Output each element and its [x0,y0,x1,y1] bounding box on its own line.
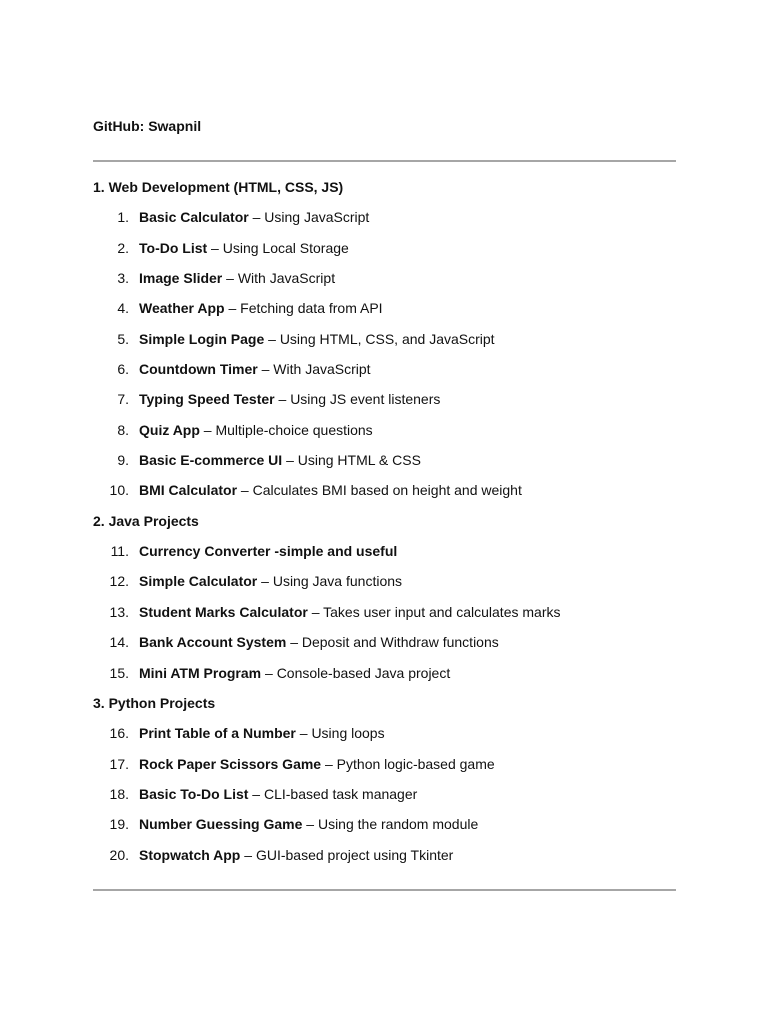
item-desc: – Using the random module [302,816,479,833]
item-number: 2. [117,239,129,256]
item-desc: – GUI-based project using Tkinter [240,846,454,863]
item-desc: – Fetching data from API [224,300,383,317]
item-name: To-Do List [139,239,208,256]
item-name: BMI Calculator [139,482,238,499]
github-heading: GitHub: Swapnil [93,118,202,134]
item-name: Basic E-commerce UI [139,452,283,469]
item-number: 9. [117,452,129,469]
item-number: 20. [109,846,129,863]
bottom-divider [93,889,676,891]
item-name: Weather App [139,300,225,317]
item-desc: – Using JS event listeners [274,391,441,408]
item-name: Basic Calculator [139,209,249,226]
item-desc: – Python logic-based game [321,755,495,772]
item-desc: – Console-based Java project [261,664,451,681]
item-number: 16. [109,725,129,742]
item-desc: – Calculates BMI based on height and weight [237,482,522,499]
list-item [93,202,676,232]
item-name: Student Marks Calculator [139,603,308,620]
item-number: 15. [109,664,129,681]
item-desc: – With JavaScript [257,361,371,378]
item-number: 13. [109,603,129,620]
list-item [93,384,676,414]
item-name: Stopwatch App [139,846,241,863]
item-desc: – CLI-based task manager [248,785,418,802]
list-item [93,809,676,839]
list-item [93,840,676,870]
item-number: 10. [109,482,129,499]
item-desc: – With JavaScript [222,270,336,287]
item-number: 14. [109,634,129,651]
list-item [93,445,676,475]
item-name: Mini ATM Program [139,664,262,681]
list-item [93,749,676,779]
top-divider [93,160,676,162]
item-name: Print Table of a Number [139,725,296,742]
item-number: 1. [117,209,129,226]
item-name: Quiz App [139,421,200,438]
list-item [93,324,676,354]
list-item [93,658,676,688]
item-number: 12. [109,573,129,590]
item-number: 8. [117,421,129,438]
item-name: Countdown Timer [139,361,258,378]
list-item [93,536,676,566]
list-item [93,415,676,445]
list-item [93,718,676,748]
list-item [93,293,676,323]
item-name: Basic To-Do List [139,785,249,802]
item-name: Bank Account System [139,634,287,651]
list-item [93,263,676,293]
item-desc: – Using loops [295,725,385,742]
section-title-python: 3. Python Projects [93,694,216,711]
item-desc: – Using JavaScript [248,209,370,226]
list-item [93,597,676,627]
list-item [93,233,676,263]
item-desc: – Deposit and Withdraw functions [286,634,499,651]
item-number: 17. [109,755,129,772]
item-desc: – Multiple-choice questions [199,421,373,438]
item-desc: – Takes user input and calculates marks [307,603,561,620]
list-item [93,354,676,384]
item-number: 6. [117,361,129,378]
item-desc: – Using HTML, CSS, and JavaScript [264,330,495,347]
item-number: 11. [110,543,129,560]
item-number: 3. [117,270,129,287]
list-item [93,475,676,505]
item-desc: – Using Local Storage [207,239,349,256]
item-desc: – Using Java functions [257,573,403,590]
list-item [93,627,676,657]
item-name: Rock Paper Scissors Game [139,755,322,772]
item-number: 18. [109,785,129,802]
list-item [93,779,676,809]
list-item [93,566,676,596]
section-title-web: 1. Web Development (HTML, CSS, JS) [93,179,344,195]
item-name: Currency Converter -simple and useful [139,543,398,560]
section-title-java: 2. Java Projects [93,512,199,529]
item-name: Number Guessing Game [139,816,303,833]
item-number: 7. [117,391,129,408]
project-list [93,172,676,870]
item-name: Simple Calculator [139,573,258,590]
item-number: 5. [117,330,129,347]
item-desc: – Using HTML & CSS [282,452,421,469]
item-name: Image Slider [139,270,223,287]
item-number: 19. [109,816,129,833]
item-name: Typing Speed Tester [139,391,275,408]
item-number: 4. [117,300,129,317]
item-name: Simple Login Page [139,330,265,347]
